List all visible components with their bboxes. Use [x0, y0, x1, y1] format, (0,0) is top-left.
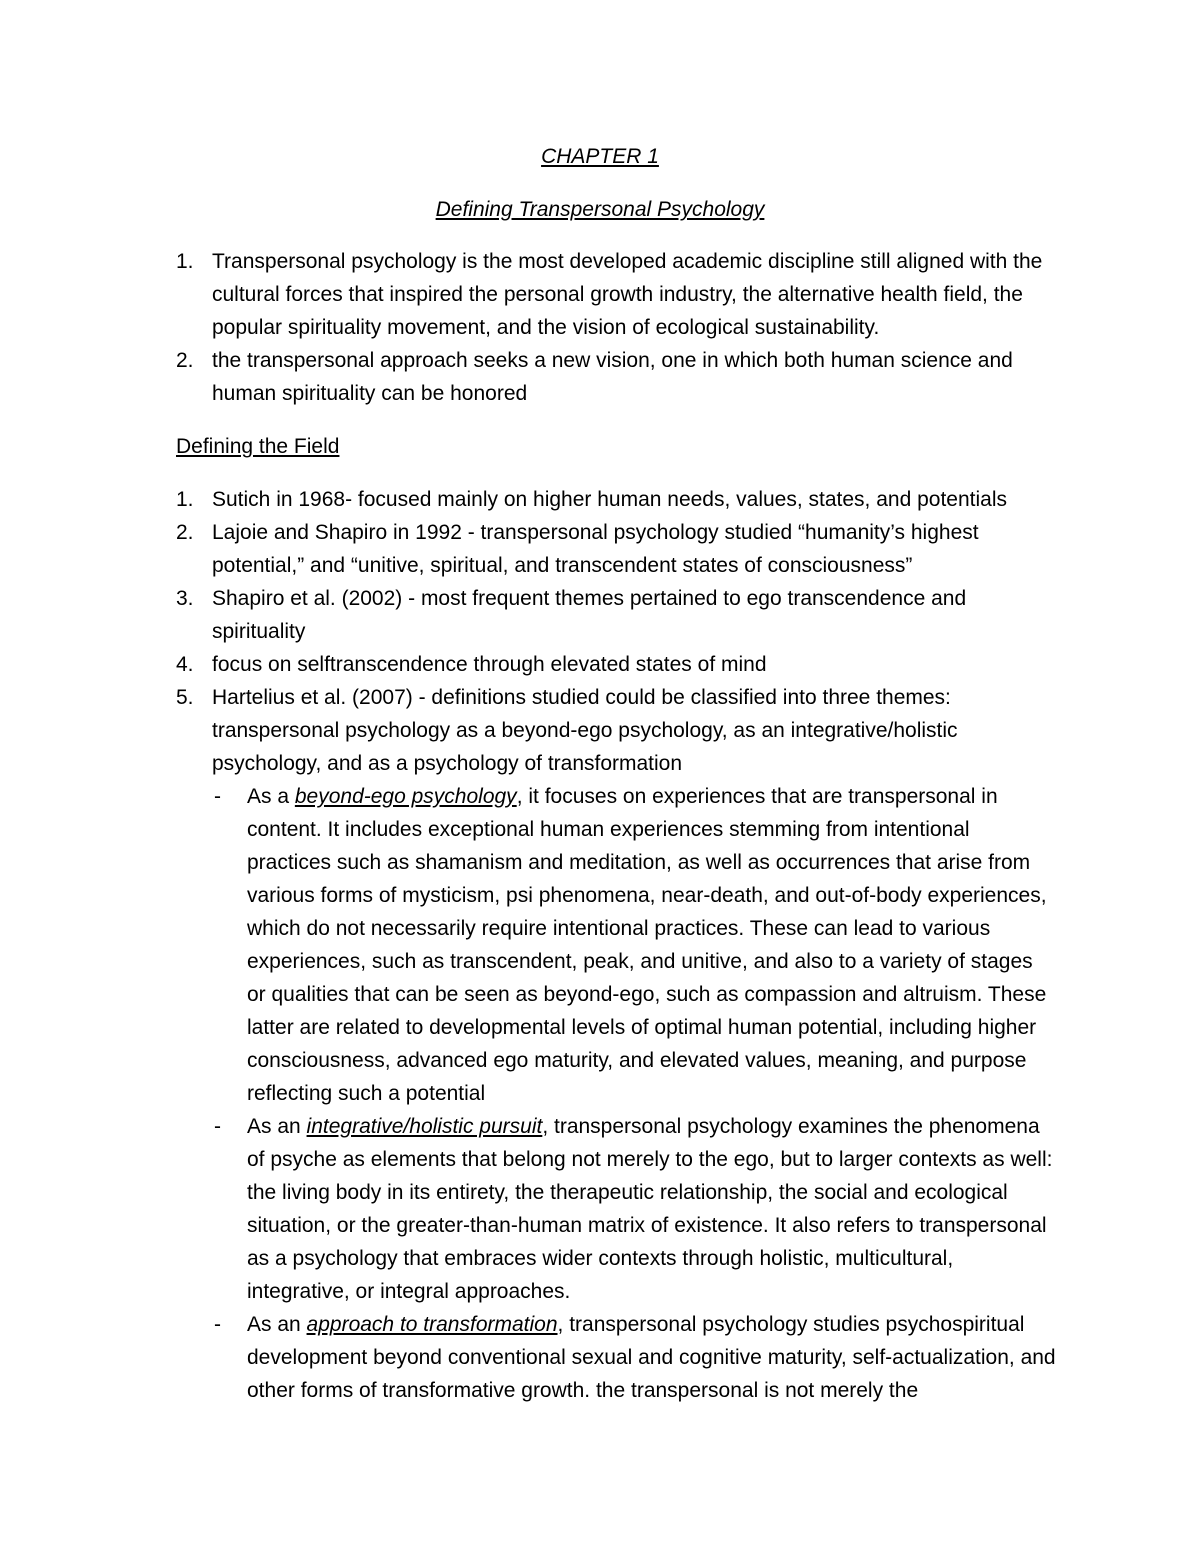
- list-item: [176, 648, 1056, 681]
- list-number: 2.: [176, 521, 194, 544]
- sub-list: [212, 780, 1056, 1407]
- field-list: [176, 483, 1056, 1407]
- list-item: [176, 582, 1056, 648]
- sub-item-prefix: As a: [247, 785, 295, 808]
- list-item-text: focus on selftranscendence through elevated states of mind: [212, 653, 767, 676]
- list-item-text: Shapiro et al. (2002) - most frequent themes pertained to ego transcendence and spirituality: [212, 587, 967, 643]
- dash-bullet: -: [214, 1115, 221, 1138]
- sub-list-item: [212, 1110, 1056, 1308]
- dash-bullet: -: [214, 785, 221, 808]
- list-item-text: Hartelius et al. (2007) - definitions studied could be classified into three themes: transpersonal psychology as a beyond-ego psychology, as an integrative/holistic psychology, and as a psychology of transformation: [212, 686, 958, 775]
- sub-list-item: [212, 1308, 1056, 1407]
- sub-list-item: [212, 780, 1056, 1110]
- page-title: Defining Transpersonal Psychology: [435, 198, 765, 221]
- list-item-text: the transpersonal approach seeks a new vision, one in which both human science and human spirituality can be honored: [212, 349, 1013, 405]
- key-term: beyond-ego psychology: [294, 785, 517, 808]
- key-term: integrative/holistic pursuit: [306, 1115, 543, 1138]
- sub-item-text: , transpersonal psychology examines the phenomena of psyche as elements that belong not merely to the ego, but to larger contexts as well: the living body in its entirety, the therapeutic relationship, the social and ecological situation, or the greater-than-human matrix of existence. It also refers to transpersonal as a psychology that embraces wider contexts through holistic, multicultural, integrative, or integral approaches.: [247, 1115, 1053, 1303]
- intro-list: [176, 245, 1046, 410]
- sub-item-text: , transpersonal psychology studies psychospiritual development beyond conventional sexual and cognitive maturity, self-actualization, and other forms of transformative growth. the transpersonal is not merely the: [247, 1313, 1056, 1402]
- sub-item-text: , it focuses on experiences that are transpersonal in content. It includes exceptional human experiences stemming from intentional practices such as shamanism and meditation, as well as occurrences that arise from various forms of mysticism, psi phenomena, near-death, and out-of-body experiences, which do not necessarily require intentional practices. These can lead to various experiences, such as transcendent, peak, and unitive, and also to a variety of stages or qualities that can be seen as beyond-ego, such as compassion and altruism. These latter are related to developmental levels of optimal human potential, including higher consciousness, advanced ego maturity, and elevated values, meaning, and purpose reflecting such a potential: [247, 785, 1047, 1105]
- sub-item-prefix: As an: [247, 1313, 307, 1336]
- list-number: 1.: [176, 488, 194, 511]
- list-number: 5.: [176, 686, 194, 709]
- sub-item-prefix: As an: [247, 1115, 307, 1138]
- section-heading: Defining the Field: [176, 435, 340, 458]
- list-number: 1.: [176, 250, 194, 273]
- list-item-text: Lajoie and Shapiro in 1992 - transpersonal psychology studied “humanity’s highest potential,” and “unitive, spiritual, and transcendent states of consciousness”: [212, 521, 979, 577]
- list-number: 4.: [176, 653, 194, 676]
- list-item: [176, 344, 1046, 410]
- list-item: [176, 516, 1056, 582]
- list-number: 3.: [176, 587, 194, 610]
- list-item-text: Sutich in 1968- focused mainly on higher human needs, values, states, and potentials: [212, 488, 1007, 511]
- list-item: [176, 483, 1056, 516]
- list-item: [176, 245, 1046, 344]
- list-item: [176, 681, 1056, 1407]
- key-term: approach to transformation: [306, 1313, 558, 1336]
- chapter-label: CHAPTER 1: [541, 145, 659, 168]
- list-number: 2.: [176, 349, 194, 372]
- dash-bullet: -: [214, 1313, 221, 1336]
- list-item-text: Transpersonal psychology is the most developed academic discipline still aligned with the cultural forces that inspired the personal growth industry, the alternative health field, the popular spirituality movement, and the vision of ecological sustainability.: [212, 250, 1043, 339]
